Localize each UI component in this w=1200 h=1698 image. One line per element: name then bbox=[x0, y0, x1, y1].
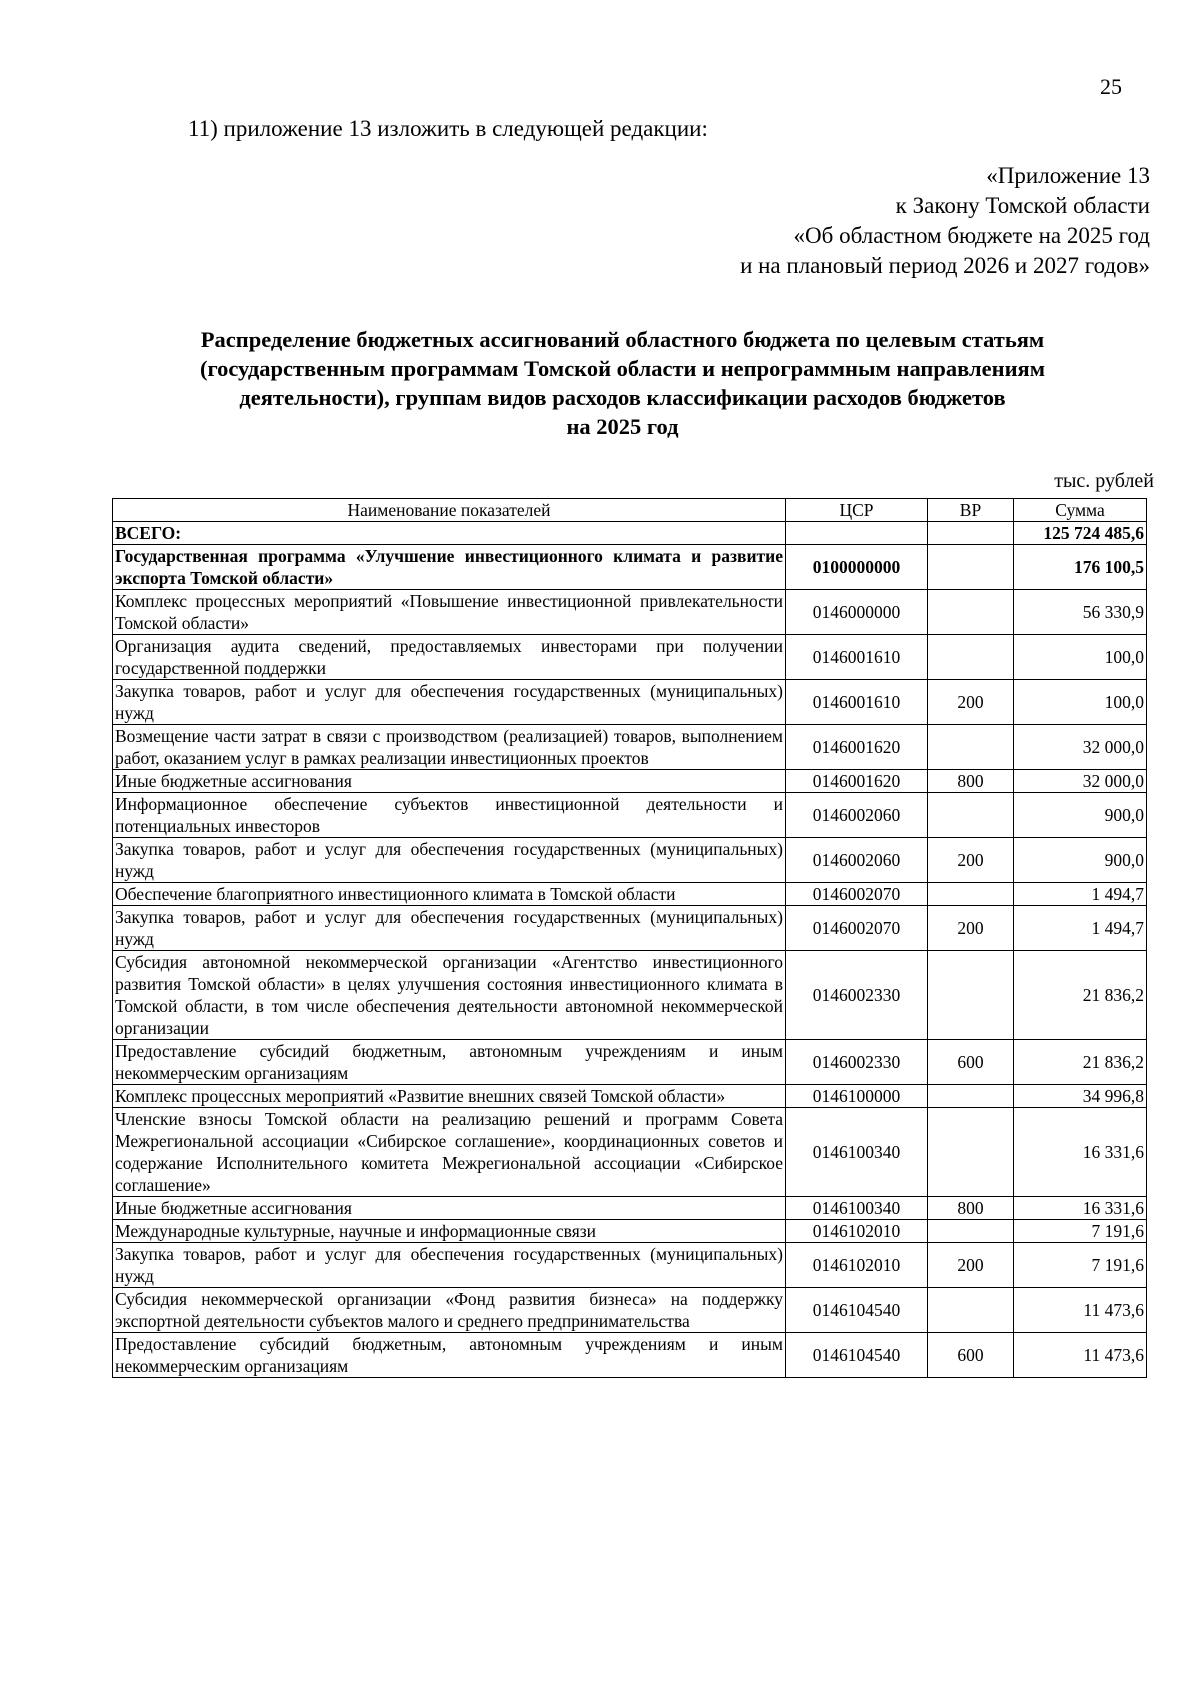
row-sum: 16 331,6 bbox=[1014, 1197, 1147, 1220]
header-vr: ВР bbox=[928, 499, 1014, 522]
row-csr: 0100000000 bbox=[786, 545, 928, 590]
table-row bbox=[113, 545, 1147, 590]
intro-paragraph: 11) приложение 13 изложить в следующей редакции: bbox=[188, 116, 708, 141]
header-csr: ЦСР bbox=[786, 499, 928, 522]
row-name: Обеспечение благоприятного инвестиционного климата в Томской области bbox=[113, 883, 786, 906]
budget-table bbox=[112, 498, 1147, 1378]
table-header-row bbox=[113, 499, 1147, 522]
row-sum: 100,0 bbox=[1014, 680, 1147, 725]
row-vr bbox=[928, 1085, 1014, 1108]
row-vr: 200 bbox=[928, 906, 1014, 951]
row-name: Закупка товаров, работ и услуг для обеспечения государственных (муниципальных) нужд bbox=[113, 838, 786, 883]
row-vr bbox=[928, 883, 1014, 906]
row-csr: 0146104540 bbox=[786, 1333, 928, 1378]
row-sum: 7 191,6 bbox=[1014, 1220, 1147, 1243]
row-csr: 0146100340 bbox=[786, 1197, 928, 1220]
row-vr: 200 bbox=[928, 680, 1014, 725]
row-vr bbox=[928, 522, 1014, 545]
table-row bbox=[113, 838, 1147, 883]
row-csr: 0146104540 bbox=[786, 1288, 928, 1333]
row-sum: 1 494,7 bbox=[1014, 906, 1147, 951]
row-name: Закупка товаров, работ и услуг для обеспечения государственных (муниципальных) нужд bbox=[113, 906, 786, 951]
row-sum: 16 331,6 bbox=[1014, 1108, 1147, 1197]
row-name: Комплекс процессных мероприятий «Развитие внешних связей Томской области» bbox=[113, 1085, 786, 1108]
row-csr: 0146102010 bbox=[786, 1243, 928, 1288]
table-row bbox=[113, 906, 1147, 951]
row-vr: 600 bbox=[928, 1040, 1014, 1085]
row-vr: 600 bbox=[928, 1333, 1014, 1378]
title-line-1: Распределение бюджетных ассигнований областного бюджета по целевым статьям bbox=[200, 327, 1045, 352]
row-vr bbox=[928, 1108, 1014, 1197]
row-sum: 21 836,2 bbox=[1014, 951, 1147, 1040]
row-csr: 0146100000 bbox=[786, 1085, 928, 1108]
row-vr: 800 bbox=[928, 1197, 1014, 1220]
row-sum: 176 100,5 bbox=[1014, 545, 1147, 590]
title-line-3: деятельности), группам видов расходов классификации расходов бюджетов bbox=[239, 385, 1006, 410]
row-csr: 0146002070 bbox=[786, 906, 928, 951]
row-name: Информационное обеспечение субъектов инвестиционной деятельности и потенциальных инвесторов bbox=[113, 793, 786, 838]
appendix-line-2: к Закону Томской области bbox=[895, 193, 1150, 218]
table-row bbox=[113, 680, 1147, 725]
row-sum: 1 494,7 bbox=[1014, 883, 1147, 906]
row-vr bbox=[928, 1288, 1014, 1333]
row-csr: 0146001620 bbox=[786, 770, 928, 793]
row-name: Иные бюджетные ассигнования bbox=[113, 770, 786, 793]
table-row bbox=[113, 770, 1147, 793]
table-row bbox=[113, 1197, 1147, 1220]
row-vr: 200 bbox=[928, 838, 1014, 883]
row-vr bbox=[928, 590, 1014, 635]
table-row bbox=[113, 522, 1147, 545]
units-label: тыс. рублей bbox=[1054, 470, 1154, 492]
row-name: Возмещение части затрат в связи с производством (реализацией) товаров, выполнением работ, оказанием услуг в рамках реализации инвестиционных проектов bbox=[113, 725, 786, 770]
row-name: Предоставление субсидий бюджетным, автономным учреждениям и иным некоммерческим организациям bbox=[113, 1333, 786, 1378]
title-line-2: (государственным программам Томской области и непрограммным направлениям bbox=[199, 356, 1046, 381]
table-row bbox=[113, 793, 1147, 838]
table-row bbox=[113, 1333, 1147, 1378]
row-vr bbox=[928, 635, 1014, 680]
row-vr: 800 bbox=[928, 770, 1014, 793]
row-sum: 32 000,0 bbox=[1014, 770, 1147, 793]
row-name: ВСЕГО: bbox=[113, 522, 786, 545]
row-sum: 32 000,0 bbox=[1014, 725, 1147, 770]
table-row bbox=[113, 1085, 1147, 1108]
table-row bbox=[113, 883, 1147, 906]
header-name: Наименование показателей bbox=[113, 499, 786, 522]
row-name: Международные культурные, научные и информационные связи bbox=[113, 1220, 786, 1243]
row-name: Закупка товаров, работ и услуг для обеспечения государственных (муниципальных) нужд bbox=[113, 680, 786, 725]
row-vr bbox=[928, 545, 1014, 590]
row-csr: 0146102010 bbox=[786, 1220, 928, 1243]
title-line-4: на 2025 год bbox=[566, 414, 679, 439]
row-sum: 100,0 bbox=[1014, 635, 1147, 680]
table-row bbox=[113, 1243, 1147, 1288]
row-csr: 0146001610 bbox=[786, 635, 928, 680]
table-row bbox=[113, 1220, 1147, 1243]
row-csr: 0146002330 bbox=[786, 1040, 928, 1085]
appendix-line-3: «Об областном бюджете на 2025 год bbox=[793, 223, 1150, 248]
row-csr: 0146100340 bbox=[786, 1108, 928, 1197]
row-name: Государственная программа «Улучшение инвестиционного климата и развитие экспорта Томской области» bbox=[113, 545, 786, 590]
row-name: Субсидия некоммерческой организации «Фонд развития бизнеса» на поддержку экспортной деятельности субъектов малого и среднего предпринимательства bbox=[113, 1288, 786, 1333]
row-vr bbox=[928, 725, 1014, 770]
row-sum: 900,0 bbox=[1014, 838, 1147, 883]
row-csr: 0146002060 bbox=[786, 838, 928, 883]
row-vr bbox=[928, 951, 1014, 1040]
appendix-line-4: и на плановый период 2026 и 2027 годов» bbox=[740, 253, 1150, 278]
table-row bbox=[113, 725, 1147, 770]
row-csr: 0146000000 bbox=[786, 590, 928, 635]
row-csr: 0146002070 bbox=[786, 883, 928, 906]
row-name: Субсидия автономной некоммерческой организации «Агентство инвестиционного развития Томской области» в целях улучшения состояния инвестиционного климата в Томской области, в том числе обеспечения деятельности автономной некоммерческой организации bbox=[113, 951, 786, 1040]
appendix-line-1: «Приложение 13 bbox=[986, 163, 1150, 188]
table-row bbox=[113, 951, 1147, 1040]
page-number: 25 bbox=[1100, 74, 1122, 99]
document-title bbox=[110, 325, 1135, 441]
appendix-heading bbox=[550, 161, 1150, 281]
row-csr: 0146002060 bbox=[786, 793, 928, 838]
row-vr: 200 bbox=[928, 1243, 1014, 1288]
row-csr: 0146002330 bbox=[786, 951, 928, 1040]
row-sum: 56 330,9 bbox=[1014, 590, 1147, 635]
table-row bbox=[113, 590, 1147, 635]
header-sum: Сумма bbox=[1014, 499, 1147, 522]
row-name: Членские взносы Томской области на реализацию решений и программ Совета Межрегиональной ассоциации «Сибирское соглашение», координационных советов и содержание Исполнительного комитета Межрегиональной ассоциации «Сибирское соглашение» bbox=[113, 1108, 786, 1197]
row-sum: 900,0 bbox=[1014, 793, 1147, 838]
row-name: Организация аудита сведений, предоставляемых инвесторами при получении государственной поддержки bbox=[113, 635, 786, 680]
table-row bbox=[113, 1040, 1147, 1085]
row-vr bbox=[928, 1220, 1014, 1243]
row-name: Иные бюджетные ассигнования bbox=[113, 1197, 786, 1220]
table-row bbox=[113, 635, 1147, 680]
row-csr: 0146001620 bbox=[786, 725, 928, 770]
table-row bbox=[113, 1108, 1147, 1197]
row-csr: 0146001610 bbox=[786, 680, 928, 725]
row-sum: 125 724 485,6 bbox=[1014, 522, 1147, 545]
table-row bbox=[113, 1288, 1147, 1333]
row-sum: 21 836,2 bbox=[1014, 1040, 1147, 1085]
row-vr bbox=[928, 793, 1014, 838]
row-sum: 34 996,8 bbox=[1014, 1085, 1147, 1108]
row-csr bbox=[786, 522, 928, 545]
row-name: Закупка товаров, работ и услуг для обеспечения государственных (муниципальных) нужд bbox=[113, 1243, 786, 1288]
row-sum: 7 191,6 bbox=[1014, 1243, 1147, 1288]
row-name: Предоставление субсидий бюджетным, автономным учреждениям и иным некоммерческим организациям bbox=[113, 1040, 786, 1085]
row-sum: 11 473,6 bbox=[1014, 1333, 1147, 1378]
row-sum: 11 473,6 bbox=[1014, 1288, 1147, 1333]
row-name: Комплекс процессных мероприятий «Повышение инвестиционной привлекательности Томской области» bbox=[113, 590, 786, 635]
